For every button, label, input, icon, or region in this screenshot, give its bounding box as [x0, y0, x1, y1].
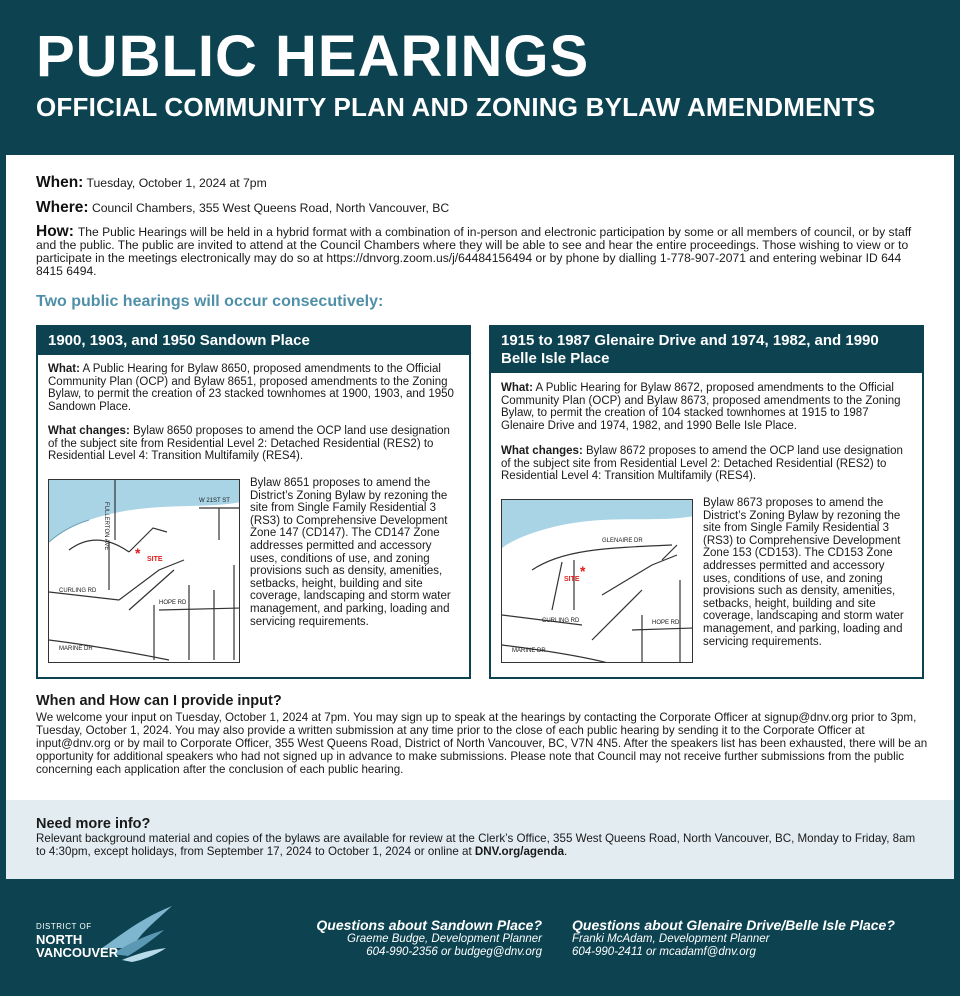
- street-label: GLENAIRE DR: [602, 538, 643, 544]
- changes-text: Bylaw 8672 proposes to amend the OCP land use designation of the subject site from Residential Level 2: Detached Residential (RES2) to Residential Level 4: Transition Multifamily (RES4).: [501, 445, 903, 483]
- hearing-glenaire-box: [489, 325, 924, 679]
- contact-glenaire: [572, 917, 895, 959]
- street-label: FULLERTON AVE: [103, 502, 109, 551]
- svg-text:*: *: [580, 563, 586, 579]
- what-text: A Public Hearing for Bylaw 8672, proposed amendments to the Official Community Plan (OCP) and Bylaw 8673, proposed amendments to the Zoning Bylaw, to permit the creation of 104 stacked townhomes at 1915 to 1987 Glenaire Drive and 1974, 1982, and 1990 Belle Isle Place.: [501, 382, 901, 432]
- contact-phone-email: 604-990-2356 or budgeg@dnv.org: [366, 946, 542, 958]
- page-title: PUBLIC HEARINGS: [36, 24, 590, 89]
- changes-label: What changes:: [48, 425, 130, 437]
- where-label: Where:: [36, 199, 89, 216]
- contact-name: Graeme Budge, Development Planner: [347, 933, 542, 945]
- hearing-sandown-zoning: Bylaw 8651 proposes to amend the District’s Zoning Bylaw by rezoning the site from Single Family Residential 3 (RS3) to Comprehensive Development Zone 147 (CD147). The CD147 Zone addresses permitted and accessory uses, conditions of use, and zoning provisions such as density, amenities, setbacks, height, building and site coverage, landscaping and storm water management, and parking, loading and servicing requirements.: [250, 477, 451, 628]
- how-value: The Public Hearings will be held in a hybrid format with a combination of in-person and electronic participation by some or all members of council, or by staff and the public. The public are invited to attend at the Council Chambers where they will be able to see and hear the entire proceedings. Those wishing to view or to participate in the meetings electronically may do so at https://dnvorg.zoom.us/j/64484156494 or by phone by dialling 1-778-907-2071 and entering webinar ID 644 8415 6494.: [36, 225, 912, 279]
- hearing-glenaire-zoning: Bylaw 8673 proposes to amend the District’s Zoning Bylaw by rezoning the site from Single Family Residential 3 (RS3) to Comprehensive Development Zone 153 (CD153). The CD153 Zone addresses permitted and accessory uses, conditions of use, and zoning provisions such as density, amenities, setbacks, height, building and site coverage, landscaping and storm water management, and parking, loading and servicing requirements.: [703, 497, 904, 648]
- glenaire-map: [501, 499, 693, 663]
- hearing-sandown-changes: [48, 425, 458, 463]
- contact-question: Questions about Sandown Place?: [316, 917, 542, 933]
- glenaire-map-graphic: [502, 500, 693, 663]
- what-label: What:: [48, 363, 80, 375]
- logo-small-text: DISTRICT OF: [36, 922, 92, 931]
- sandown-map-graphic: [49, 480, 240, 663]
- logo-line1: NORTH: [36, 932, 83, 947]
- hearing-sandown-title: 1900, 1903, and 1950 Sandown Place: [38, 327, 469, 355]
- street-label: W 21ST ST: [199, 498, 230, 504]
- more-info-text: Relevant background material and copies of the bylaws are available for review at the Clerk’s Office, 355 West Queens Road, North Vancouver, BC, Monday to Friday, 8am to 4:30pm, except holidays, from September 17, 2024 to October 1, 2024 or online at: [36, 832, 916, 858]
- agenda-link[interactable]: DNV.org/agenda: [474, 845, 565, 858]
- site-marker: SITE: [564, 576, 580, 583]
- hearing-glenaire-title: 1915 to 1987 Glenaire Drive and 1974, 1982, and 1990 Belle Isle Place: [491, 327, 922, 373]
- changes-text: Bylaw 8650 proposes to amend the OCP land use designation of the subject site from Residential Level 2: Detached Residential (RES2) to Residential Level 4: Transition Multifamily (RES4).: [48, 425, 450, 463]
- more-info-body: [36, 832, 926, 858]
- hearing-sandown-box: [36, 325, 471, 679]
- hearing-glenaire-changes: [501, 445, 911, 483]
- more-info-section: [6, 800, 954, 879]
- when-value: Tuesday, October 1, 2024 at 7pm: [86, 176, 267, 190]
- footer: [0, 880, 960, 996]
- street-label: MARINE DR: [512, 648, 546, 654]
- changes-label: What changes:: [501, 445, 583, 457]
- contact-question: Questions about Glenaire Drive/Belle Isle Place?: [572, 917, 895, 933]
- street-label: MARINE DR: [59, 646, 93, 652]
- what-text: A Public Hearing for Bylaw 8650, proposed amendments to the Official Community Plan (OCP) and Bylaw 8651, proposed amendments to the Zoning Bylaw, to permit the creation of 23 stacked townhomes at 1900, 1903, and 1950 Sandown Place.: [48, 363, 454, 413]
- logo-line2: VANCOUVER: [36, 945, 119, 960]
- what-label: What:: [501, 382, 533, 394]
- more-info-end: .: [564, 845, 568, 858]
- two-hearings-heading: Two public hearings will occur consecutively:: [36, 293, 384, 310]
- header: [0, 0, 960, 150]
- input-body: We welcome your input on Tuesday, October 1, 2024 at 7pm. You may sign up to speak at the hearings by contacting the Corporate Officer at signup@dnv.org prior to 3pm, Tuesday, October 1, 2024. You may also provide a written submission at any time prior to the close of each public hearing by sending it to the Corporate Officer at input@dnv.org or by mail to Corporate Officer, 355 West Queens Road, District of North Vancouver, BC, V7N 4N5. After the speakers list has been exhausted, there will be an opportunity for additional speakers who had not signed up in advance to make submissions. Please note that Council may not receive further submissions from the public concerning each application after the conclusion of each public hearing.: [36, 711, 928, 776]
- contact-name: Franki McAdam, Development Planner: [572, 933, 770, 945]
- svg-text:*: *: [135, 545, 141, 561]
- hearing-sandown-what: [48, 363, 458, 413]
- street-label: HOPE RD: [159, 600, 187, 606]
- street-label: CURLING RD: [59, 588, 97, 594]
- sandown-map: [48, 479, 240, 663]
- contact-phone-email: 604-990-2411 or mcadamf@dnv.org: [572, 946, 756, 958]
- how-label: How:: [36, 223, 74, 240]
- street-label: HOPE RD: [652, 620, 680, 626]
- when-line: [36, 176, 267, 190]
- site-marker: SITE: [147, 556, 163, 563]
- hearing-glenaire-what: [501, 382, 911, 432]
- content-panel: [6, 155, 954, 879]
- where-line: [36, 201, 449, 215]
- when-label: When:: [36, 174, 84, 191]
- page-subtitle: OFFICIAL COMMUNITY PLAN AND ZONING BYLAW AMENDMENTS: [36, 92, 876, 122]
- street-label: CURLING RD: [542, 618, 580, 624]
- input-heading: When and How can I provide input?: [36, 693, 282, 709]
- district-logo: [36, 904, 176, 964]
- contact-sandown: [316, 917, 542, 959]
- where-value: Council Chambers, 355 West Queens Road, North Vancouver, BC: [91, 201, 450, 215]
- more-info-heading: Need more info?: [36, 816, 151, 832]
- how-paragraph: [36, 225, 926, 278]
